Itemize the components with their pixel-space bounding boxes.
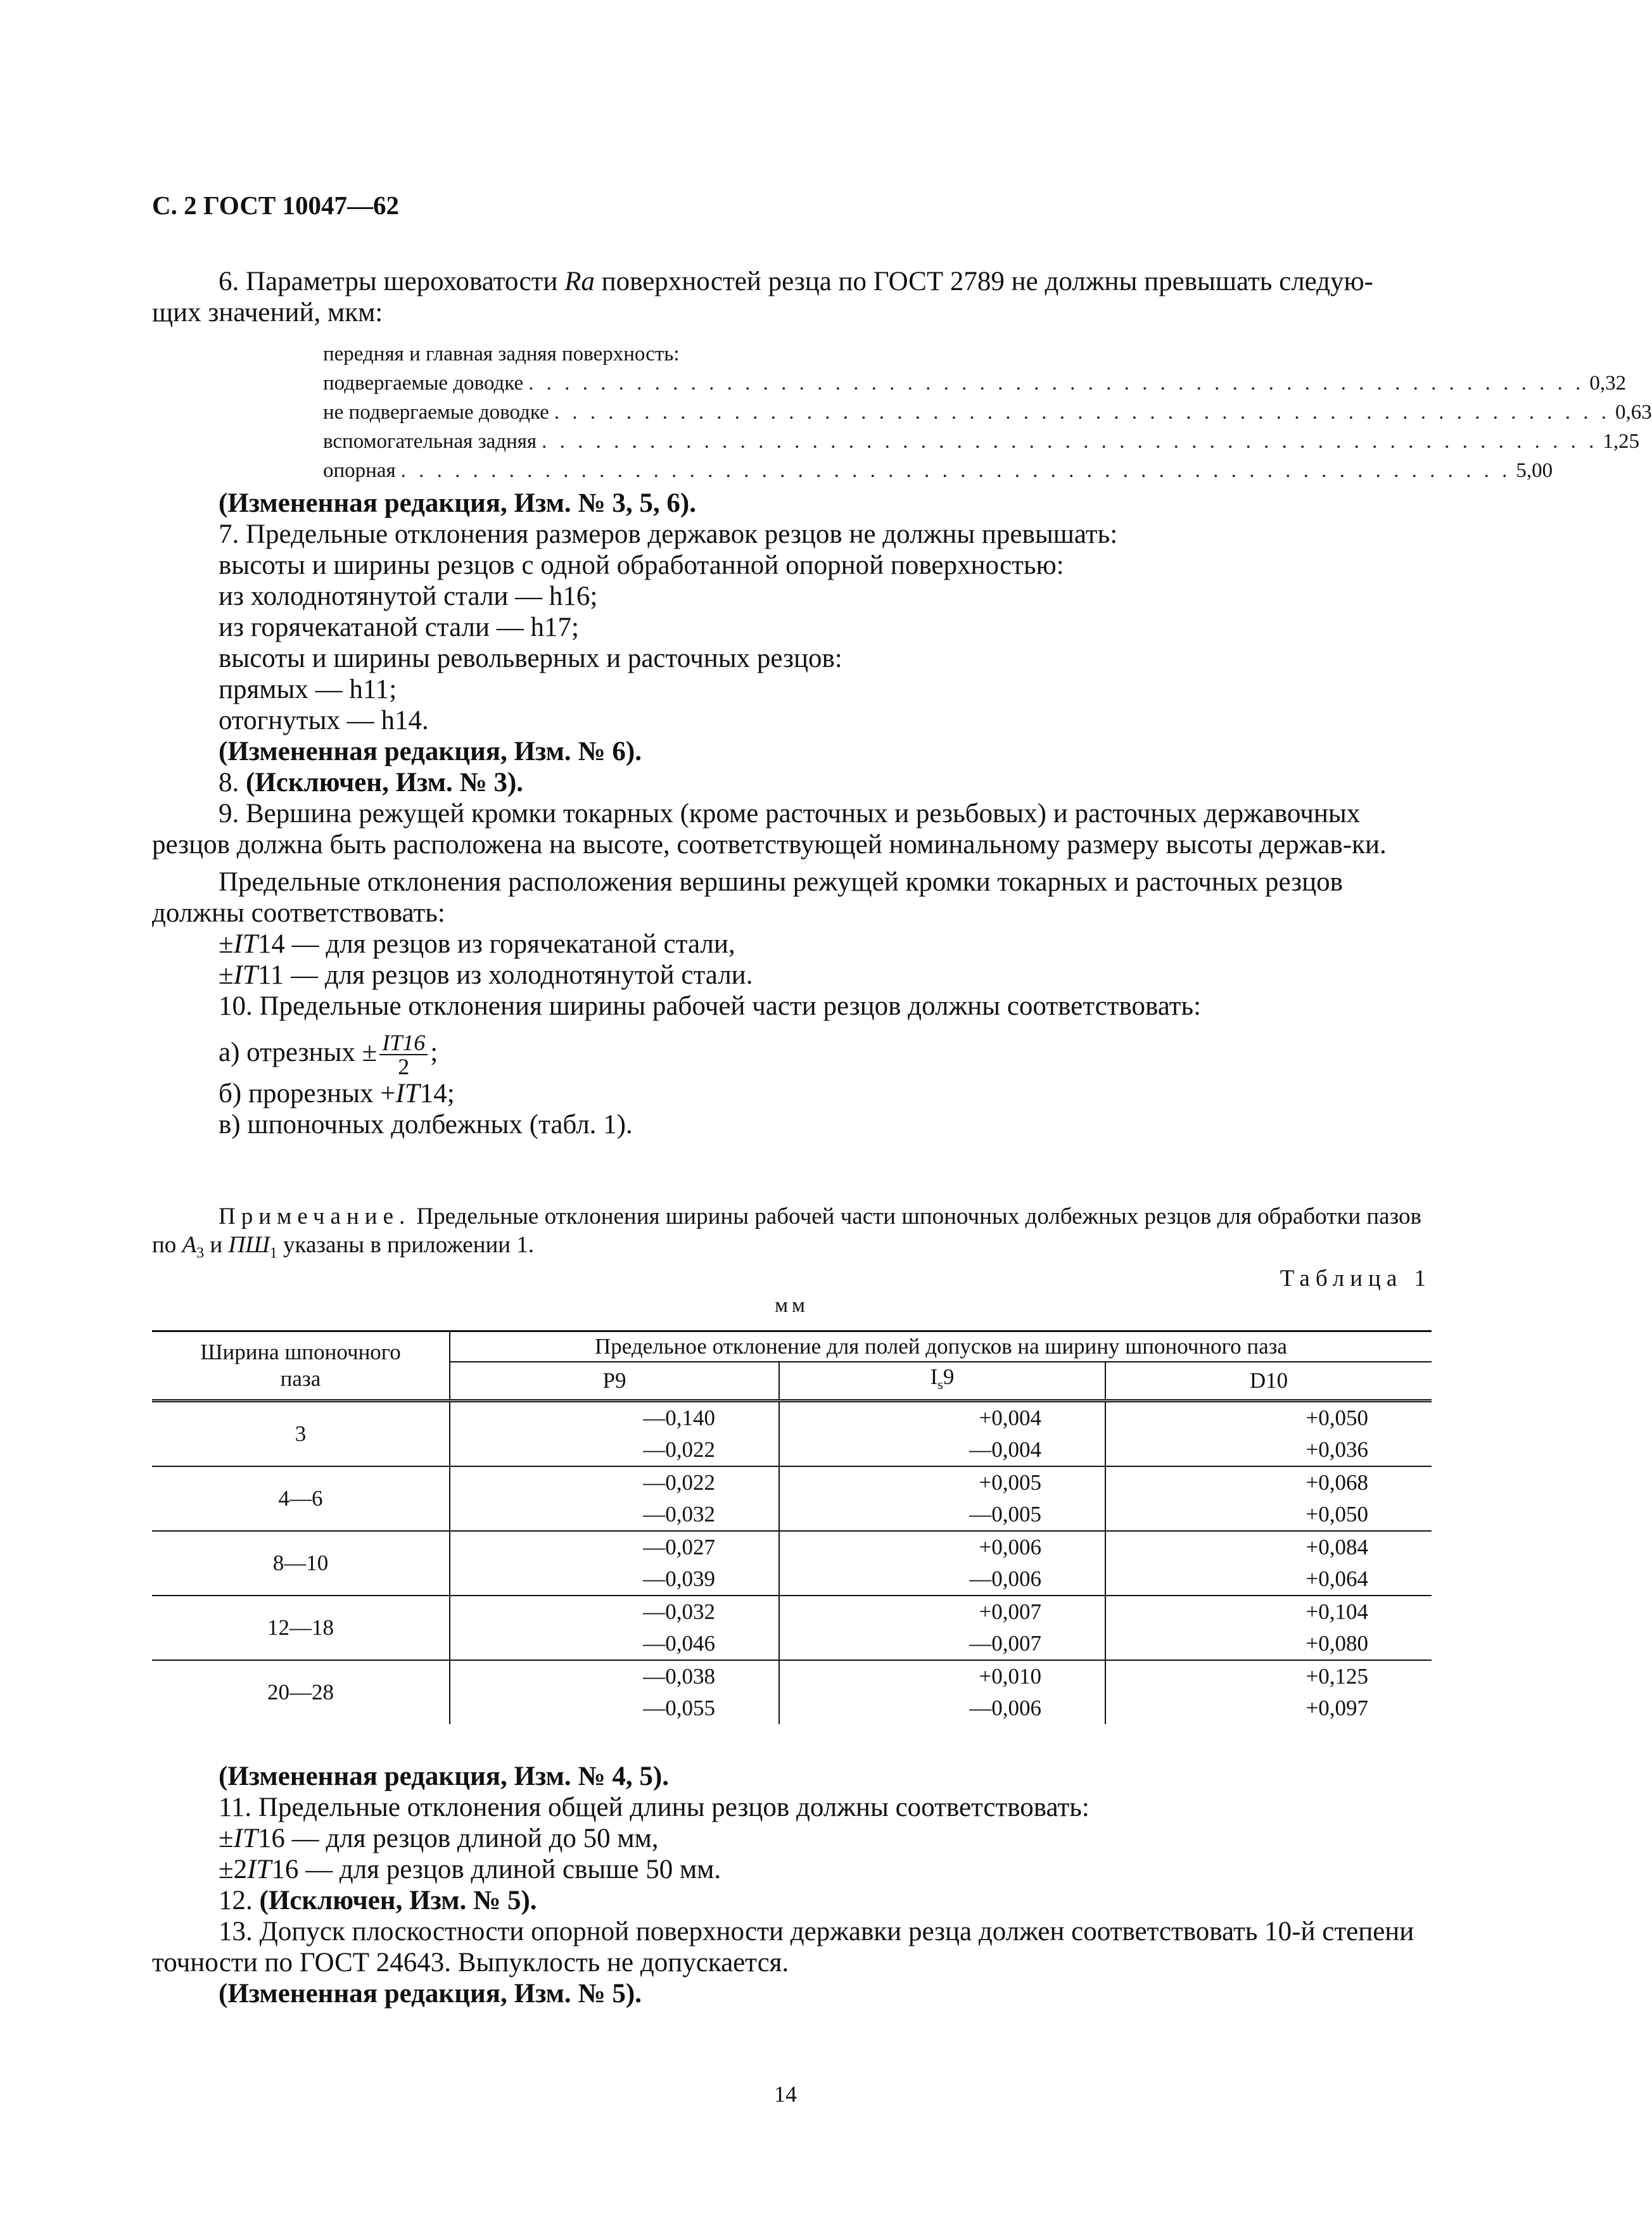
it-symbol: IT (395, 1079, 420, 1109)
roughness-value: 5,00 (1516, 459, 1553, 482)
col-header-width: Ширина шпоночного паза (152, 1331, 450, 1401)
plusminus: ± (219, 1824, 234, 1853)
plusminus: ±2 (219, 1855, 248, 1884)
page-number: 14 (774, 2081, 797, 2107)
it-symbol: IT (233, 1824, 258, 1853)
p11-line1: 16 — для резцов длиной до 50 мм, (257, 1824, 659, 1853)
cell-js9: +0,004 —0,004 (779, 1401, 1105, 1467)
cell-d10: +0,084 +0,064 (1105, 1531, 1432, 1596)
roughness-label: не подвергаемые доводке (323, 401, 549, 424)
cell-width: 20—28 (267, 1680, 334, 1705)
cell-js9: +0,005 —0,005 (779, 1466, 1105, 1531)
p6-change-note: (Измененная редакция, Изм. № 3, 5, 6). (219, 488, 696, 518)
roughness-group-label: передняя и главная задняя поверхность: (323, 343, 680, 365)
paragraphs-11-13 (152, 1761, 1432, 2009)
fraction-numerator: IT16 (379, 1031, 428, 1055)
p7-line: 7. Предельные отклонения размеров державок резцов не должны превышать: (219, 519, 1118, 549)
it-symbol: IT (233, 929, 258, 959)
note-label: Примечание. (219, 1203, 411, 1229)
cell-d10: +0,104 +0,080 (1105, 1596, 1432, 1660)
table-change-note: (Измененная редакция, Изм. № 4, 5). (219, 1762, 669, 1791)
cell-d10: +0,068 +0,050 (1105, 1466, 1432, 1531)
js9-digit: 9 (943, 1364, 955, 1389)
note-text: Предельные отклонения ширины рабочей части шпоночных долбежных резцов для обработки пазов по (152, 1203, 1421, 1258)
ra-symbol: Ra (564, 267, 595, 296)
p7-line: высоты и ширины резцов с одной обработанной опорной поверхностью: (219, 550, 1064, 580)
it-symbol: IT (247, 1855, 272, 1884)
cell-js9: +0,010 —0,006 (779, 1660, 1105, 1724)
p10-b-rest: 14; (419, 1079, 455, 1109)
p7-change-note: (Измененная редакция, Изм. № 6). (219, 737, 642, 766)
a3-symbol: A (182, 1232, 197, 1258)
note-and: и (204, 1232, 229, 1258)
p10-a-end: ; (430, 1038, 438, 1067)
table-row (152, 1466, 1432, 1531)
psh-subscript: 1 (269, 1245, 277, 1262)
roughness-row (323, 427, 1640, 456)
p6-text: 6. Параметры шероховатости (219, 267, 565, 296)
table-row (152, 1531, 1432, 1596)
roughness-value: 0,63 (1615, 401, 1652, 424)
p6-text-cont: поверхностей резца по ГОСТ 2789 не должны превышать следую- (594, 267, 1374, 296)
js9-letter: I (930, 1364, 938, 1389)
cell-p9: —0,022 —0,032 (450, 1466, 779, 1531)
plusminus: ± (219, 929, 234, 959)
p6-text-end: щих значений, мкм: (152, 298, 383, 327)
psh-symbol: ПШ (228, 1232, 270, 1258)
table-row (152, 1401, 1432, 1467)
cell-width: 3 (295, 1421, 307, 1446)
p7-line: отогнутых — h14. (219, 706, 429, 735)
p9-para1: 9. Вершина режущей кромки токарных (кроме расточных и резьбовых) и расточных державочных резцов должна быть расположена на высоте, соответствующей номинальному размеру высоты держав-ки. (152, 799, 1387, 860)
cell-d10: +0,050 +0,036 (1105, 1401, 1432, 1467)
dot-leader: . . . . . . . . . . . . . . . . . . . . . . . . . . . . . . . . . . . . . . . . . . . . . . . . . . . . . . . . . . . (554, 401, 1610, 424)
p12-number: 12. (219, 1886, 260, 1915)
fraction-denominator: 2 (398, 1054, 410, 1080)
p7-line: из горячекатаной стали — h17; (219, 613, 579, 642)
js9-subscript: s (937, 1376, 943, 1392)
p7-line: прямых — h11; (219, 675, 397, 704)
note-end: указаны в приложении 1. (277, 1232, 535, 1258)
dot-leader: . . . . . . . . . . . . . . . . . . . . . . . . . . . . . . . . . . . . . . . . . . . . . . . . . . . . . . . . . . . . . . (400, 459, 1511, 482)
col-header-p9: P9 (450, 1362, 779, 1401)
cell-js9: +0,006 —0,006 (779, 1531, 1105, 1596)
p13-change-note: (Измененная редакция, Изм. № 5). (219, 1979, 642, 2009)
roughness-label: вспомогательная задняя (323, 430, 537, 453)
cell-width: 4—6 (278, 1486, 323, 1511)
roughness-row (323, 456, 1553, 485)
p9-line2: 11 — для резцов из холоднотянутой стали. (257, 960, 753, 990)
table-unit: мм (775, 1294, 809, 1317)
p7-line: из холоднотянутой стали — h16; (219, 581, 598, 611)
col-group-header: Предельное отклонение для полей допусков на ширину шпоночного паза (450, 1331, 1432, 1362)
p13-text: 13. Допуск плоскостности опорной поверхности державки резца должен соответствовать 10-й степени точности по ГОСТ 24643. Выпуклость не допускается. (152, 1917, 1414, 1978)
cell-p9: —0,140 —0,022 (450, 1401, 779, 1467)
cell-p9: —0,027 —0,039 (450, 1531, 779, 1596)
cell-p9: —0,038 —0,055 (450, 1660, 779, 1724)
table-note (152, 1202, 1432, 1267)
p9-para2: Предельные отклонения расположения вершины режущей кромки токарных и расточных резцов должны соответствовать: (152, 867, 1343, 928)
p11-line2: 16 — для резцов длиной свыше 50 мм. (271, 1855, 721, 1884)
page-header: С. 2 ГОСТ 10047—62 (152, 191, 400, 220)
cell-width: 8—10 (272, 1551, 329, 1575)
p8-text: (Исключен, Изм. № 3). (246, 768, 524, 797)
cell-width: 12—18 (267, 1615, 334, 1640)
p10-c-label: в) шпоночных долбежных (табл. 1). (219, 1110, 633, 1140)
plusminus: ± (219, 960, 234, 990)
col-header-d10: D10 (1105, 1362, 1432, 1401)
p9-line1: 14 — для резцов из горячекатаной стали, (257, 929, 735, 959)
p10-a-label: а) отрезных ± (219, 1038, 378, 1067)
col-header-js9 (779, 1362, 1105, 1401)
p8-number: 8. (219, 768, 246, 797)
roughness-value: 0,32 (1589, 372, 1627, 395)
dot-leader: . . . . . . . . . . . . . . . . . . . . . . . . . . . . . . . . . . . . . . . . . . . . . . . . . . . . . . . . . . . (528, 372, 1585, 395)
dot-leader: . . . . . . . . . . . . . . . . . . . . . . . . . . . . . . . . . . . . . . . . . . . . . . . . . . . . . . . . . . . (542, 430, 1598, 453)
tolerance-table (152, 1330, 1432, 1724)
roughness-row (323, 369, 1627, 398)
roughness-row (323, 398, 1652, 427)
p10-b-label: б) прорезных + (219, 1079, 396, 1109)
paragraphs-7-10 (152, 488, 1432, 1140)
p10-intro: 10. Предельные отклонения ширины рабочей части резцов должны соответствовать: (219, 991, 1202, 1021)
roughness-value: 1,25 (1603, 430, 1640, 453)
cell-d10: +0,125 +0,097 (1105, 1660, 1432, 1724)
roughness-label: подвергаемые доводке (323, 372, 524, 395)
it16-over-2-fraction (379, 1031, 428, 1078)
table-caption: Таблица 1 (1280, 1266, 1432, 1292)
p7-line: высоты и ширины револьверных и расточных резцов: (219, 644, 842, 673)
table-row (152, 1596, 1432, 1660)
roughness-label: опорная (323, 459, 396, 482)
a3-subscript: 3 (196, 1245, 205, 1262)
table-header-row (152, 1331, 1432, 1362)
paragraph-6 (152, 266, 1432, 328)
cell-js9: +0,007 —0,007 (779, 1596, 1105, 1660)
roughness-list (323, 340, 1652, 485)
it-symbol: IT (233, 960, 258, 990)
table-row (152, 1660, 1432, 1724)
p12-text: (Исключен, Изм. № 5). (259, 1886, 537, 1915)
cell-p9: —0,032 —0,046 (450, 1596, 779, 1660)
p11-intro: 11. Предельные отклонения общей длины резцов должны соответствовать: (219, 1793, 1090, 1822)
